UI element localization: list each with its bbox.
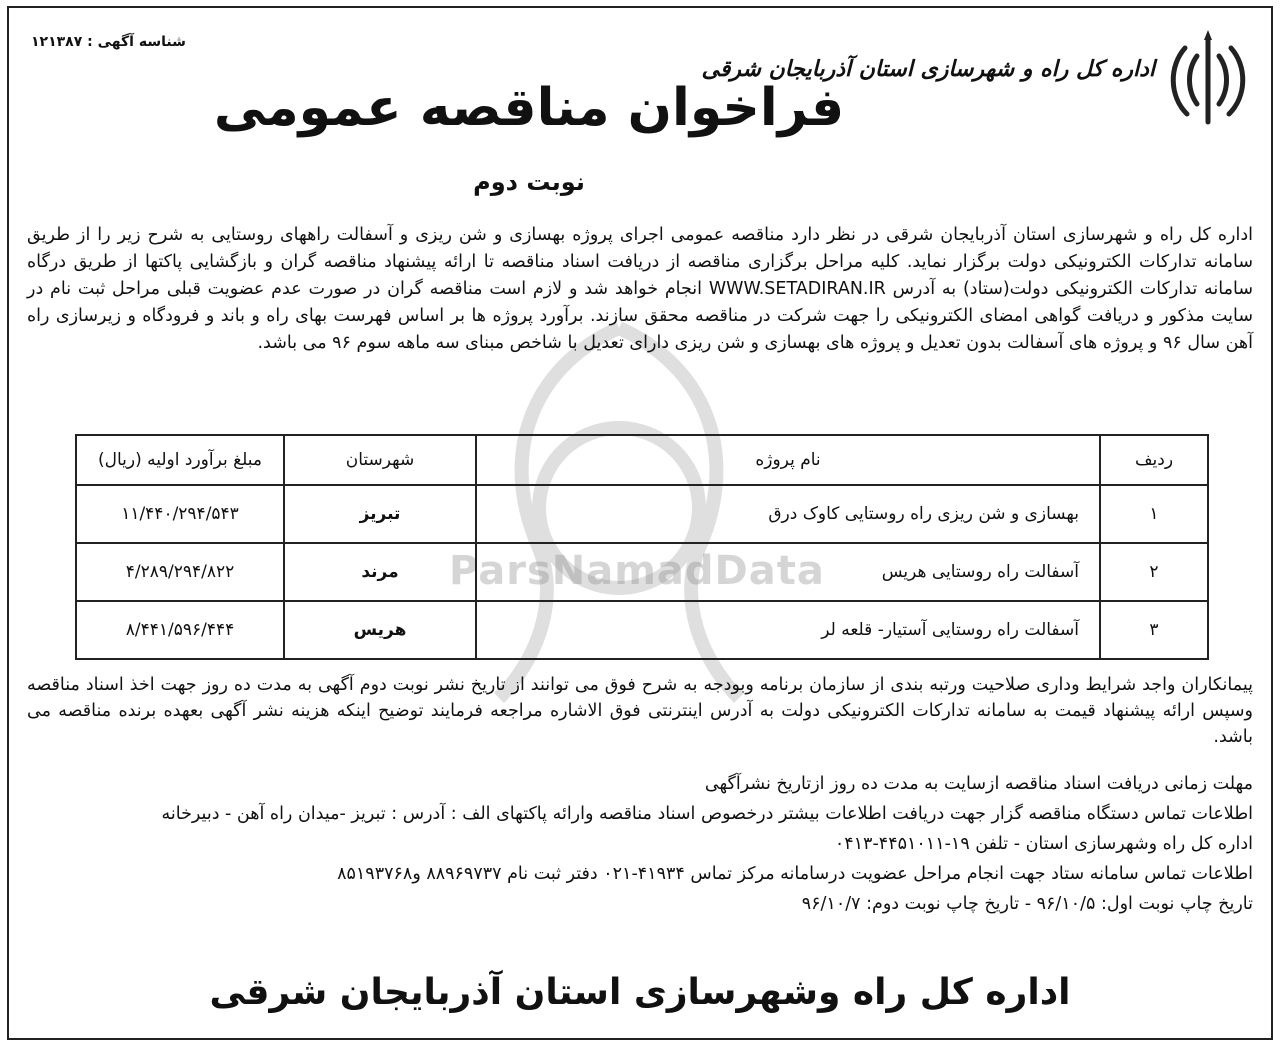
contact-line-address: اطلاعات تماس دستگاه مناقصه گزار جهت دریافت اطلاعات بیشتر درخصوص اسناد مناقصه وارائه پاکتهای الف : آدرس : تبریز -میدان راه آهن - دبیرخانه xyxy=(161,804,1253,824)
estimated-amount: ۱۱/۴۴۰/۲۹۴/۵۴۳ xyxy=(76,485,284,543)
estimated-amount: ۴/۲۸۹/۲۹۴/۸۲۲ xyxy=(76,543,284,601)
intro-paragraph: اداره کل راه و شهرسازی استان آذربایجان شرقی در نظر دارد مناقصه عمومی اجرای پروژه بهسازی و شن ریزی و آسفالت راههای روستایی به شرح زیر را از طریق سامانه تدارکات الکترونیکی دولت برگزار نماید. کلیه مراحل برگزاری مناقصه از دریافت اسناد مناقصه تا ارائه پیشنهاد مناقصه گران و بازگشایی پاکتها از طریق درگاه سامانه تدارکات الکترونیکی دولت(ستاد) به آدرس WWW.SETADIRAN.IR انجام خواهد شد و لازم است مناقصه گران در صورت عدم عضویت قبلی مراحل ثبت نام در سایت مذکور و دریافت گواهی امضای الکترونیکی را جهت شرکت در مناقصه محقق سازند. برآورد پروژه ها بر اساس فهرست بهای راه و باند و فرودگاه و زیرسازی راه آهن سال ۹۶ و پروژه های آسفالت بدون تعدیل و پروژه های بهسازی و شن ریزی دارای تعدیل با شاخص مبنای سه ماهه سوم ۹۶ می باشد. xyxy=(27,225,1253,353)
project-name: آسفالت راه روستایی هریس xyxy=(476,543,1100,601)
header-row-number: ردیف xyxy=(1100,435,1208,485)
tender-notice xyxy=(7,6,1273,1040)
projects-table xyxy=(75,434,1209,660)
table-row xyxy=(76,485,1208,543)
project-name: بهسازی و شن ریزی راه روستایی کاوک درق xyxy=(476,485,1100,543)
contact-line-phone: اداره کل راه وشهرسازی استان - تلفن ۱۹-۴۴۵۱۰۱۱-۰۴۱۳ xyxy=(834,834,1253,854)
county: مرند xyxy=(284,543,476,601)
setad-contact-line: اطلاعات تماس سامانه ستاد جهت انجام مراحل عضویت درسامانه مرکز تماس ۴۱۹۳۴-۰۲۱ دفتر ثبت نام ۸۸۹۶۹۷۳۷ و۸۵۱۹۳۷۶۸ xyxy=(337,864,1253,884)
watermark-text: ParsNamadData xyxy=(449,548,825,594)
project-name: آسفالت راه روستایی آستیار- قلعه لر xyxy=(476,601,1100,659)
county: هریس xyxy=(284,601,476,659)
row-number: ۱ xyxy=(1100,485,1208,543)
row-number: ۲ xyxy=(1100,543,1208,601)
iran-emblem-icon xyxy=(1165,26,1251,130)
deadline-line: مهلت زمانی دریافت اسناد مناقصه ازسایت به مدت ده روز ازتاریخ نشرآگهی xyxy=(704,774,1253,794)
organization-script-name: اداره کل راه و شهرسازی استان آذربایجان شرقی xyxy=(701,56,1155,82)
notice-round: نوبت دوم xyxy=(473,168,585,196)
header-county: شهرستان xyxy=(284,435,476,485)
county: تبریز xyxy=(284,485,476,543)
row-number: ۳ xyxy=(1100,601,1208,659)
footer-organization: اداره کل راه وشهرسازی استان آذربایجان شرقی xyxy=(209,972,1071,1013)
header-project-name: نام پروژه xyxy=(476,435,1100,485)
header-amount: مبلغ برآورد اولیه (ریال) xyxy=(76,435,284,485)
print-dates-line: تاریخ چاپ نوبت اول: ۹۶/۱۰/۵ - تاریخ چاپ نوبت دوم: ۹۶/۱۰/۷ xyxy=(801,894,1253,914)
ad-id: شناسه آگهی : ۱۲۱۳۸۷ xyxy=(31,34,186,50)
table-header-row xyxy=(76,435,1208,485)
conditions-paragraph: پیمانکاران واجد شرایط وداری صلاحیت ورتبه بندی از سازمان برنامه وبودجه به شرح فوق می توانند از تاریخ نشر نوبت دوم آگهی به مدت ده روز جهت اخذ اسناد مناقصه وسپس ارائه پیشنهاد قیمت به سامانه تدارکات الکترونیکی دولت به آدرس اینترنتی فوق الاشاره مراجعه فرمایند توضیح اینکه هزینه نشر آگهی بعهده برنده مناقصه می باشد. xyxy=(27,675,1253,747)
notice-title: فراخوان مناقصه عمومی xyxy=(213,78,845,138)
estimated-amount: ۸/۴۴۱/۵۹۶/۴۴۴ xyxy=(76,601,284,659)
table-row xyxy=(76,601,1208,659)
table-row xyxy=(76,543,1208,601)
